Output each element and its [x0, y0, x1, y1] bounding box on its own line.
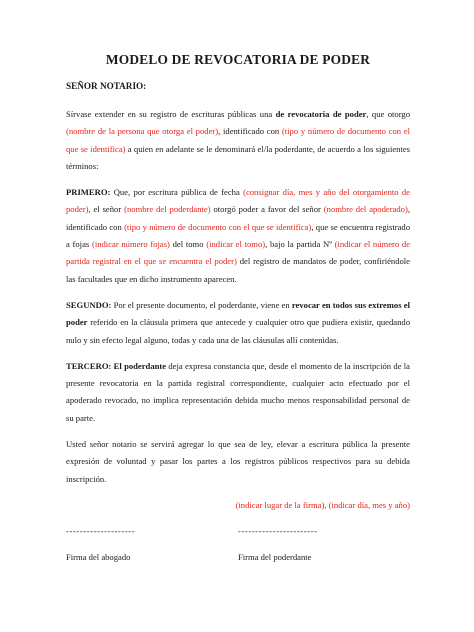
- text: del registro de mandatos de poder, confiriéndole las facultades que en dicho instrumento aparecen.: [66, 256, 410, 284]
- bold-text: revocar en todos sus extremos el poder: [66, 299, 410, 328]
- text: , que otorgo: [366, 109, 411, 119]
- text: otorgó poder a favor del señor: [210, 204, 324, 215]
- clause-label: PRIMERO:: [66, 187, 111, 198]
- document-title: MODELO DE REVOCATORIA DE PODER: [105, 52, 371, 67]
- placeholder-apoderado-document: (tipo y número de documento con el que se identifica): [124, 221, 312, 232]
- greeting: SEÑOR NOTARIO:: [66, 81, 147, 91]
- placeholder-partida: (indicar el número de partida registral en el que se encuentra el poder): [66, 239, 411, 267]
- closing-paragraph: Usted señor notario se servirá agregar lo que sea de ley, elevar a escritura pública la presente expresión de voluntad y pasar los partes a los registros públicos respectivos para su debida inscripción.: [66, 439, 410, 484]
- signature-line: -----------------------: [238, 525, 318, 536]
- signature-line: --------------------: [66, 525, 136, 536]
- text: a quien en adelante se le denominará el/la poderdante, de acuerdo a los siguientes términos:: [66, 143, 410, 171]
- signature-label: Firma del poderdante: [238, 551, 312, 562]
- text: deja expresa constancia que, desde el momento de la inscripción de la presente revocatoria en la partida registral correspondiente, cualquier acto efectuado por el apoderado revocado, no implica representación debida mucho menos responsabilidad personal de su parte.: [66, 360, 410, 423]
- text: Que, por escritura pública de fecha: [110, 187, 244, 198]
- text: , identificado con: [218, 126, 282, 137]
- text: , que se encuentra registrado a fojas: [66, 221, 411, 250]
- text: Por el presente documento, el poderdante, viene en: [111, 299, 292, 310]
- text: , el señor: [88, 204, 125, 215]
- signature-lawyer: [66, 523, 238, 562]
- signature-block: [66, 523, 410, 562]
- text: referido en la cláusula primera que antecede y cualquier otro que pudiera existir, quedando nulo y sin efecto legal alguno, todas y cada una de las cláusulas allí contenidas.: [66, 317, 410, 345]
- bold-text: El poderdante: [111, 360, 167, 371]
- text: , identificado con: [66, 204, 410, 232]
- text: del tomo: [169, 239, 207, 250]
- clause-label: SEGUNDO:: [66, 299, 112, 310]
- signature-poderdante: [238, 523, 410, 562]
- placeholder-power-date: (consignar día, mes y año del otorgamiento de poder): [66, 187, 410, 215]
- bold-text: de revocatoria de poder: [275, 109, 367, 119]
- signature-label: Firma del abogado: [66, 551, 131, 562]
- placeholder-poderdante-name: (nombre del poderdante): [124, 204, 211, 215]
- placeholder-grantor-name: (nombre de la persona que otorga el poder): [66, 126, 219, 137]
- clause-segundo: [66, 297, 410, 349]
- intro-paragraph: [66, 106, 410, 175]
- placeholder-place-date: (indicar lugar de la firma), (indicar día, mes y año): [235, 499, 410, 510]
- placeholder-fojas: (indicar número fojas): [91, 239, 170, 250]
- clause-tercero: [66, 358, 410, 427]
- clause-label: TERCERO:: [66, 360, 112, 371]
- placeholder-tomo: (indicar el tomo): [206, 239, 266, 250]
- clause-primero: [66, 184, 410, 288]
- text: Sírvase extender en su registro de escrituras públicas una: [66, 109, 276, 119]
- placeholder-apoderado-name: (nombre del apoderado): [323, 204, 408, 215]
- text: , bajo la partida Nº: [265, 239, 335, 250]
- placeholder-grantor-document: (tipo y número de documento con el que se identifica): [66, 126, 411, 154]
